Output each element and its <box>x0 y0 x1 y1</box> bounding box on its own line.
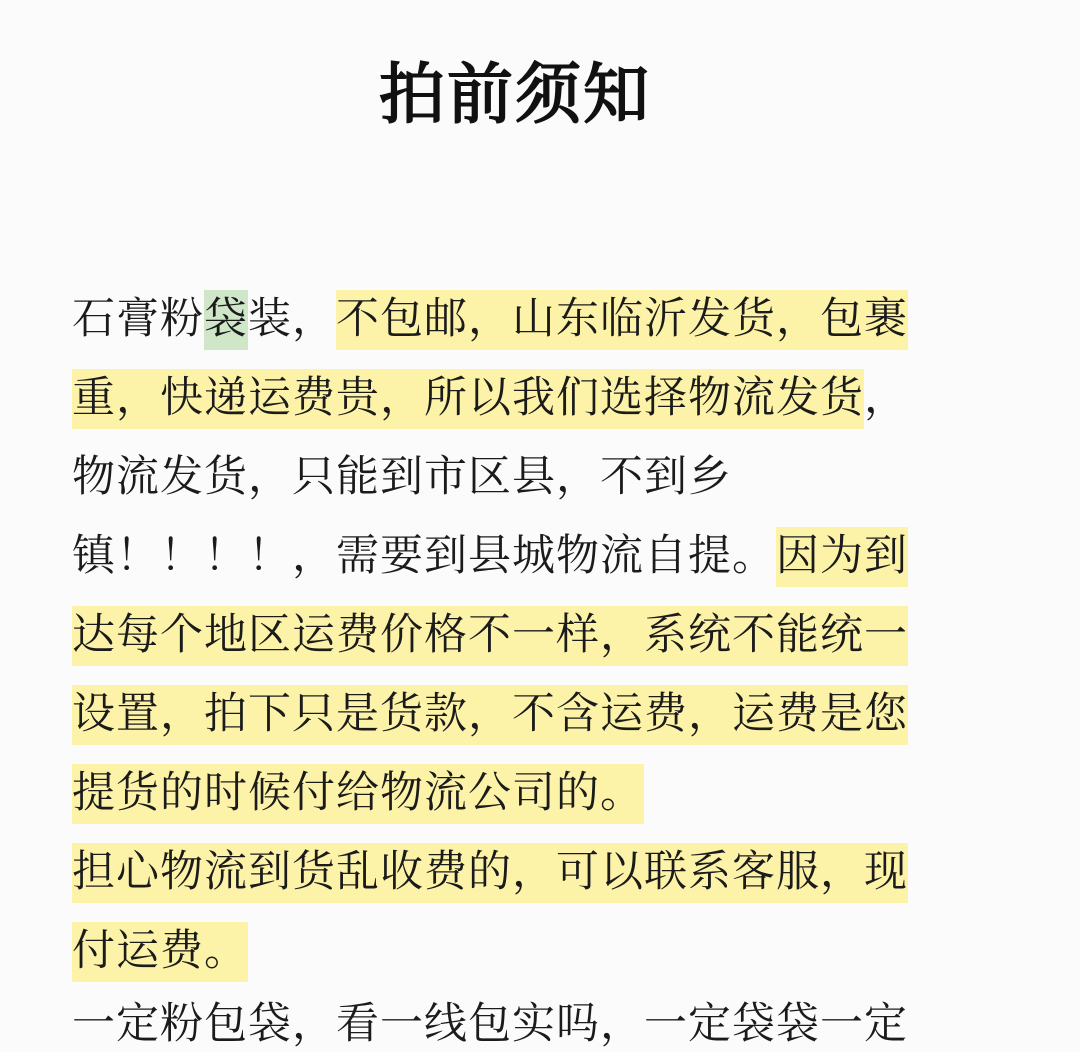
page-title: 拍前须知 <box>379 56 651 133</box>
text-line <box>72 280 972 359</box>
highlighted-text-segment: 付运费。 <box>72 922 248 982</box>
partial-text-line: 一定粉包袋，看一线包实吗，一定袋袋一定 <box>72 999 908 1049</box>
text-line <box>72 754 972 833</box>
text-line <box>72 359 972 438</box>
highlighted-text-segment: 担心物流到货乱收费的，可以联系客服，现 <box>72 843 908 903</box>
text-segment: 物流发货，只能到市区县，不到乡 <box>72 452 732 502</box>
text-segment: 镇！！！！，需要到县城物流自提。 <box>72 531 776 581</box>
text-line <box>72 675 972 754</box>
cut-off-line <box>72 990 972 1049</box>
highlighted-text-segment: 设置，拍下只是货款，不含运费，运费是您 <box>72 685 908 745</box>
highlighted-text-segment: 重，快递运费贵，所以我们选择物流发货 <box>72 369 864 429</box>
notice-body <box>72 280 972 991</box>
text-line <box>72 833 972 912</box>
text-segment: 装， <box>248 294 336 344</box>
highlighted-text-segment: 达每个地区运费价格不一样，系统不能统一 <box>72 606 908 666</box>
text-line <box>72 517 972 596</box>
text-segment: ， <box>864 373 908 423</box>
text-line <box>72 912 972 991</box>
text-line <box>72 596 972 675</box>
highlighted-text-segment: 提货的时候付给物流公司的。 <box>72 764 644 824</box>
highlighted-text-segment: 袋 <box>204 290 248 350</box>
highlighted-text-segment: 因为到 <box>776 527 908 587</box>
highlighted-text-segment: 不包邮，山东临沂发货，包裹 <box>336 290 908 350</box>
text-line <box>72 438 972 517</box>
text-segment: 石膏粉 <box>72 294 204 344</box>
